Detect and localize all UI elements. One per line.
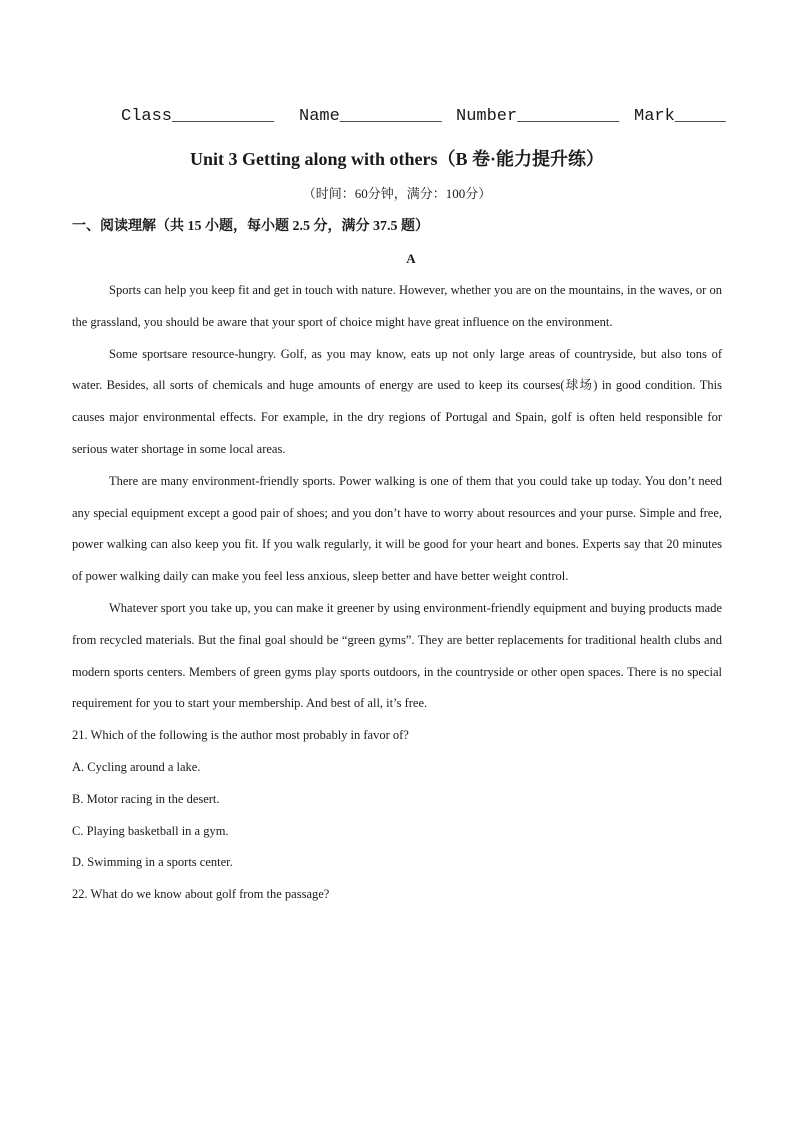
answer-option: C. Playing basketball in a gym. <box>72 823 229 838</box>
class-field-label: Class__________ <box>121 107 275 126</box>
paragraph: There are many environment-friendly sports. Power walking is one of them that you could take up today. You don’t need any special equipment except a good pair of shoes; and you don’t have to worry about resources and your purse. Simple and free, power walking can also keep you fit. If you walk regularly, it will be good for your heart and bones. Experts say that 20 minutes of power walking daily can make you feel less anxious, sleep better and have better weight control. <box>72 473 722 584</box>
page-title: Unit 3 Getting along with others（B 卷·能力提升练） <box>189 149 604 169</box>
paragraph: Whatever sport you take up, you can make it greener by using environment-friendly equipment and buying products made from recycled materials. But the final goal should be “green gyms”. They are better replacements for traditional health clubs and modern sports centers. Members of green gyms play sports outdoors, in the countryside or other open spaces. There is no special requirement for you to start your membership. And best of all, it’s free. <box>72 600 722 711</box>
number-field-label: Number__________ <box>456 107 620 126</box>
section-heading: 一、阅读理解（共 15 小题，每小题 2.5 分，满分 37.5 题） <box>72 219 429 234</box>
question-stem: 21. Which of the following is the author most probably in favor of? <box>72 728 409 743</box>
paragraph: Some sportsare resource-hungry. Golf, as you may know, eats up not only large areas of countryside, but also tons of water. Besides, all sorts of chemicals and huge amounts of energy are used to keep its courses(球场) in good condition. This causes major environmental effects. For example, in the dry regions of Portugal and Spain, golf is often held responsible for serious water shortage in some local areas. <box>72 346 722 456</box>
time-and-score-note: （时间：60分钟，满分：100分） <box>302 186 492 201</box>
passage-label: A <box>406 251 416 266</box>
answer-option: B. Motor racing in the desert. <box>72 791 220 806</box>
answer-option: D. Swimming in a sports center. <box>72 855 233 870</box>
passage-body <box>72 275 722 911</box>
mark-field-label: Mark_____ <box>634 107 726 126</box>
name-field-label: Name__________ <box>299 107 442 126</box>
paragraph: Sports can help you keep fit and get in touch with nature. However, whether you are on the mountains, in the waves, or on the grassland, you should be aware that your sport of choice might have great influence on the environment. <box>72 283 722 329</box>
question-stem: 22. What do we know about golf from the passage? <box>72 887 330 902</box>
answer-option: A. Cycling around a lake. <box>72 759 201 774</box>
